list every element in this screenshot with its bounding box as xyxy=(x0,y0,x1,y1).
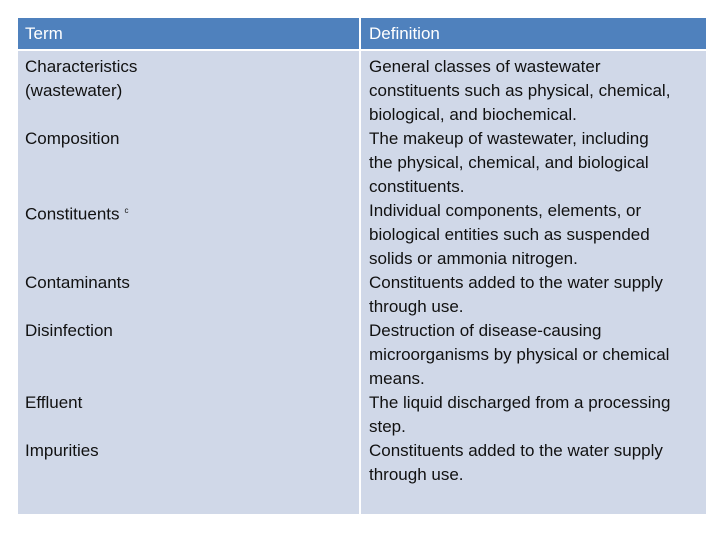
definition-line: constituents. xyxy=(369,177,465,196)
header-divider xyxy=(18,49,706,51)
term-line: Characteristics xyxy=(25,57,138,76)
definition-line: means. xyxy=(369,369,425,388)
term-constituents xyxy=(25,199,129,227)
definition-line: Individual components, elements, or xyxy=(369,201,642,220)
term-line: Effluent xyxy=(25,393,83,412)
definition-line: General classes of wastewater xyxy=(369,57,601,76)
term-superscript: c xyxy=(124,206,129,215)
definition-line: The liquid discharged from a processing xyxy=(369,393,671,412)
definition-line: through use. xyxy=(369,465,464,484)
header-term: Term xyxy=(25,24,63,43)
term-line: (wastewater) xyxy=(25,81,123,100)
definition-line: through use. xyxy=(369,297,464,316)
term-line: Contaminants xyxy=(25,273,130,292)
definition-line: Constituents added to the water supply xyxy=(369,273,663,292)
header-definition: Definition xyxy=(369,24,440,43)
definition-line: biological, and biochemical. xyxy=(369,105,577,124)
term-composition xyxy=(25,127,120,151)
term-impurities xyxy=(25,439,99,463)
definition-line: the physical, chemical, and biological xyxy=(369,153,649,172)
definition-line: microorganisms by physical or chemical xyxy=(369,345,670,364)
definition-column xyxy=(369,55,701,487)
definition-line: The makeup of wastewater, including xyxy=(369,129,649,148)
table-header-row xyxy=(18,18,706,49)
term-characteristics xyxy=(25,55,137,103)
term-disinfection xyxy=(25,319,113,343)
definition-line: Destruction of disease-causing xyxy=(369,321,602,340)
terms-table xyxy=(18,18,706,514)
definition-line: biological entities such as suspended xyxy=(369,225,650,244)
term-line: Constituents xyxy=(25,204,120,224)
definition-line: step. xyxy=(369,417,406,436)
term-contaminants xyxy=(25,271,130,295)
definition-line: Constituents added to the water supply xyxy=(369,441,663,460)
term-line: Composition xyxy=(25,129,120,148)
column-divider xyxy=(359,18,361,514)
term-line: Impurities xyxy=(25,441,99,460)
definition-line: solids or ammonia nitrogen. xyxy=(369,249,578,268)
term-effluent xyxy=(25,391,82,415)
definition-line: constituents such as physical, chemical, xyxy=(369,81,671,100)
term-line: Disinfection xyxy=(25,321,113,340)
